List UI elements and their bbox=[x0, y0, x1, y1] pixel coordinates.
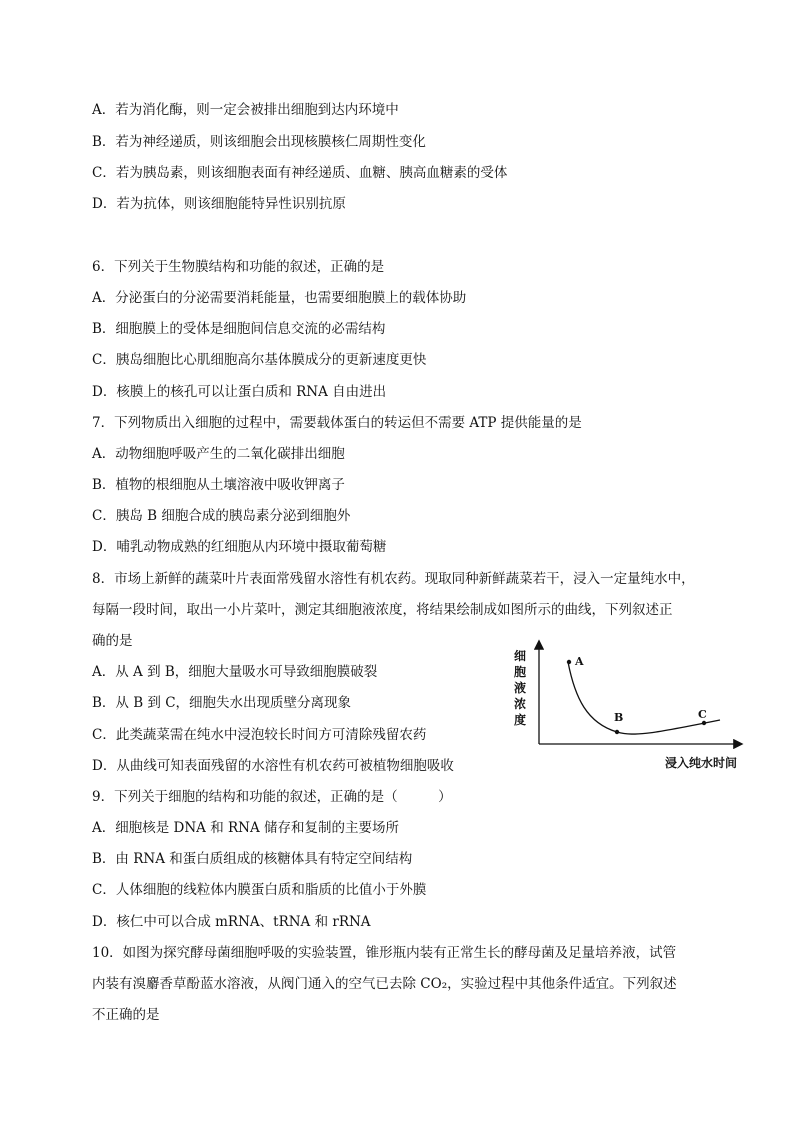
point-b-label: B bbox=[614, 711, 624, 724]
q7-option-b: B．植物的根细胞从土壤溶液中吸收钾离子 bbox=[92, 477, 345, 493]
point-c-label: C bbox=[698, 708, 707, 721]
q10-stem-line-2: 内装有溴麝香草酚蓝水溶液，从阀门通入的空气已去除 CO₂，实验过程中其他条件适宜。下列叙述 bbox=[92, 976, 677, 992]
q6-option-c: C．胰岛细胞比心肌细胞高尔基体膜成分的更新速度更快 bbox=[92, 352, 427, 368]
q8-option-b: B．从 B 到 C，细胞失水出现质壁分离现象 bbox=[92, 695, 352, 711]
q9-option-c: C．人体细胞的线粒体内膜蛋白质和脂质的比值小于外膜 bbox=[92, 882, 427, 898]
x-axis-label: 浸入纯水时间 bbox=[665, 756, 738, 770]
q5-option-c: C．若为胰岛素，则该细胞表面有神经递质、血糖、胰高血糖素的受体 bbox=[92, 165, 508, 181]
q5-option-b: B．若为神经递质，则该细胞会出现核膜核仁周期性变化 bbox=[92, 134, 426, 150]
q7-stem: 7．下列物质出入细胞的过程中，需要载体蛋白的转运但不需要 ATP 提供能量的是 bbox=[92, 415, 582, 431]
point-b-dot bbox=[615, 730, 619, 734]
q7-option-c: C．胰岛 B 细胞合成的胰岛素分泌到细胞外 bbox=[92, 508, 351, 524]
q9-stem: 9．下列关于细胞的结构和功能的叙述，正确的是（ ） bbox=[92, 789, 452, 805]
concentration-curve bbox=[568, 662, 720, 734]
q5-option-a: A．若为消化酶，则一定会被排出细胞到达内环境中 bbox=[92, 102, 399, 118]
q10-stem-line-1: 10．如图为探究酵母菌细胞呼吸的实验装置，锥形瓶内装有正常生长的酵母菌及足量培养液，试管 bbox=[92, 945, 677, 961]
q8-stem-line-2: 每隔一段时间，取出一小片菜叶，测定其细胞液浓度，将结果绘制成如图所示的曲线，下列叙述正 bbox=[92, 602, 673, 618]
q7-option-a: A．动物细胞呼吸产生的二氧化碳排出细胞 bbox=[92, 446, 345, 462]
q6-option-b: B．细胞膜上的受体是细胞间信息交流的必需结构 bbox=[92, 321, 386, 337]
q8-stem-line-3: 确的是 bbox=[92, 633, 133, 649]
point-a-label: A bbox=[575, 655, 584, 668]
q9-option-d: D．核仁中可以合成 mRNA、tRNA 和 rRNA bbox=[92, 914, 371, 930]
point-a-dot bbox=[567, 660, 571, 664]
q7-option-d: D．哺乳动物成熟的红细胞从内环境中摄取葡萄糖 bbox=[92, 539, 387, 555]
q9-option-b: B．由 RNA 和蛋白质组成的核糖体具有特定空间结构 bbox=[92, 851, 413, 867]
q5-option-d: D．若为抗体，则该细胞能特异性识别抗原 bbox=[92, 196, 346, 212]
q8-option-d: D．从曲线可知表面残留的水溶性有机农药可被植物细胞吸收 bbox=[92, 758, 454, 774]
q8-option-c: C．此类蔬菜需在纯水中浸泡较长时间方可清除残留农药 bbox=[92, 727, 427, 743]
q9-option-a: A．细胞核是 DNA 和 RNA 储存和复制的主要场所 bbox=[92, 820, 400, 836]
q6-option-a: A．分泌蛋白的分泌需要消耗能量，也需要细胞膜上的载体协助 bbox=[92, 290, 467, 306]
q8-graph bbox=[505, 638, 755, 778]
q8-option-a: A．从 A 到 B，细胞大量吸水可导致细胞膜破裂 bbox=[92, 664, 378, 680]
point-c-dot bbox=[702, 721, 706, 725]
q10-stem-line-3: 不正确的是 bbox=[92, 1007, 160, 1023]
q6-stem: 6．下列关于生物膜结构和功能的叙述，正确的是 bbox=[92, 259, 385, 275]
q8-stem-line-1: 8．市场上新鲜的蔬菜叶片表面常残留水溶性有机农药。现取同种新鲜蔬菜若干，浸入一定量纯水中， bbox=[92, 571, 695, 587]
q6-option-d: D．核膜上的核孔可以让蛋白质和 RNA 自由进出 bbox=[92, 384, 387, 400]
y-axis-label: 细 胞 液 浓 度 bbox=[513, 649, 526, 727]
